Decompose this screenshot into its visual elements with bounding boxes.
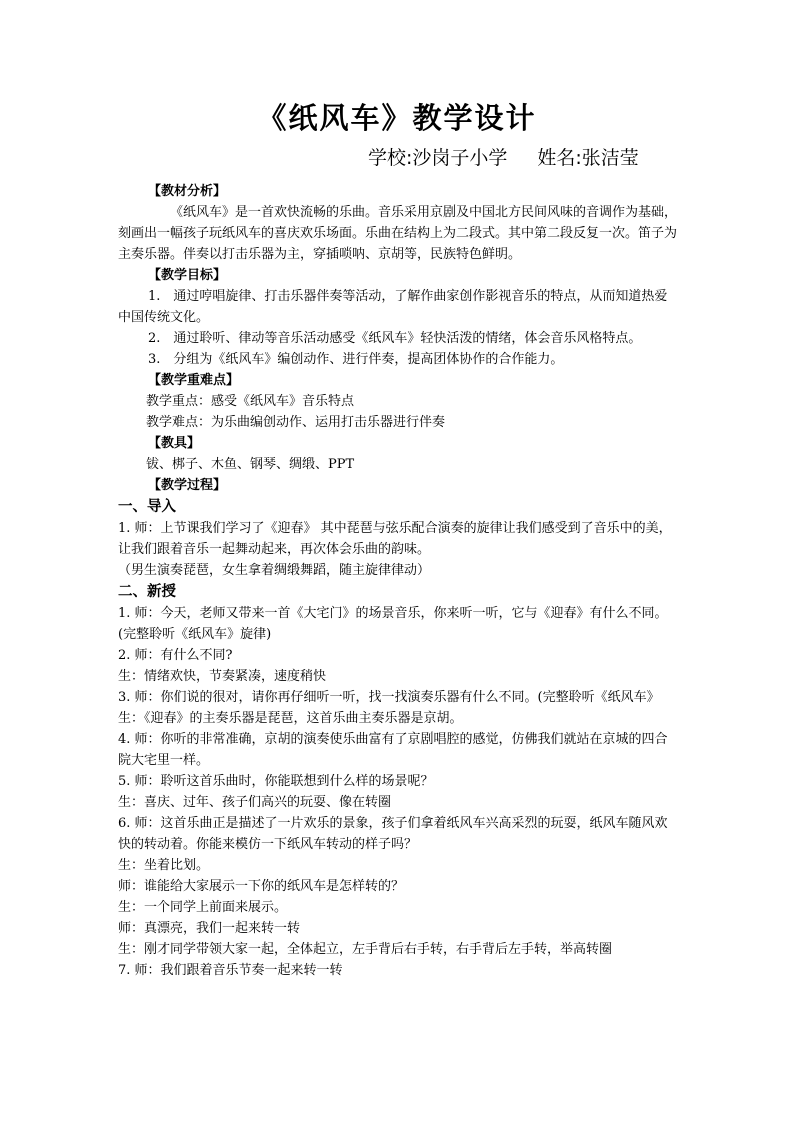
section-heading-key-points: 【教学重难点】 <box>148 373 240 388</box>
school-label: 学校:沙岗子小学 <box>368 147 508 169</box>
new-line: 生：情绪欢快，节奏紧凑，速度稍快 <box>118 669 327 684</box>
new-line: 师：真漂亮，我们一起来转一转 <box>118 921 301 936</box>
goal-item-1: 1. 通过哼唱旋律、打击乐器伴奏等活动，了解作曲家创作影视音乐的特点，从而知道热爱中国传统文化。 <box>118 289 668 325</box>
document-body <box>118 181 678 981</box>
new-line: 生：刚才同学带领大家一起，全体起立，左手背后右手转，右手背后左手转，举高转圈 <box>118 942 613 957</box>
goal-item-3: 3. 分组为《纸风车》编创动作、进行伴奏，提高团体协作的合作能力。 <box>148 352 564 367</box>
intro-paragraph-1: 1. 师：上节课我们学习了《迎春》 其中琵琶与弦乐配合演奏的旋律让我们感受到了音乐中的美，让我们跟着音乐一起舞动起来，再次体会乐曲的韵味。 <box>118 521 672 557</box>
new-line: 1. 师：今天，老师又带来一首《大宅门》的场景音乐，你来听一听，它与《迎春》有什么不同。(完整聆听《纸风车》旋律) <box>118 606 668 642</box>
new-line: 生：《迎春》的主奏乐器是琵琶，这首乐曲主奏乐器是京胡。 <box>118 711 463 726</box>
difficulty-point: 教学难点：为乐曲编创动作、运用打击乐器进行伴奏 <box>146 415 446 430</box>
new-line: 6. 师：这首乐曲正是描述了一片欢乐的景象，孩子们拿着纸风车兴高采烈的玩耍，纸风车随风欢快的转动着。你能来模仿一下纸风车转动的样子吗？ <box>118 816 668 852</box>
section-heading-analysis: 【教材分析】 <box>148 184 227 199</box>
new-line: 生：喜庆、过年、孩子们高兴的玩耍、像在转圈 <box>118 795 392 810</box>
section-heading-goals: 【教学目标】 <box>148 268 227 283</box>
intro-heading: 一、导入 <box>118 499 176 515</box>
key-point: 教学重点：感受《纸风车》音乐特点 <box>146 394 355 409</box>
goal-item-2: 2. 通过聆听、律动等音乐活动感受《纸风车》轻快活泼的情绪，体会音乐风格特点。 <box>148 331 642 346</box>
document-title: 《纸风车》教学设计 <box>257 101 537 135</box>
new-line: 4. 师：你听的非常准确，京胡的演奏使乐曲富有了京剧唱腔的感觉，仿佛我们就站在京城的四合院大宅里一样。 <box>118 732 668 768</box>
new-line: 生：一个同学上前面来展示。 <box>118 900 288 915</box>
new-line: 7. 师：我们跟着音乐节奏一起来转一转 <box>118 963 343 978</box>
section-heading-process: 【教学过程】 <box>148 478 227 493</box>
analysis-paragraph: 《纸风车》是一首欢快流畅的乐曲。音乐采用京剧及中国北方民间风味的音调作为基础，刻画出一幅孩子玩纸风车的喜庆欢乐场面。乐曲在结构上为二段式。其中第二段反复一次。笛子为主奏乐器。伴奏以打击乐器为主，穿插唢呐、京胡等，民族特色鲜明。 <box>118 205 678 262</box>
new-line: 2. 师：有什么不同? <box>118 648 233 663</box>
new-line: 5. 师：聆听这首乐曲时，你能联想到什么样的场景呢？ <box>118 774 434 789</box>
new-line: 师：谁能给大家展示一下你的纸风车是怎样转的？ <box>118 879 405 894</box>
new-line: 3. 师：你们说的很对，请你再仔细听一听，找一找演奏乐器有什么不同。(完整聆听《纸风车》 <box>118 690 660 705</box>
new-lesson-heading: 二、新授 <box>118 584 176 600</box>
intro-paragraph-2: （男生演奏琵琶，女生拿着绸缎舞蹈，随主旋律律动） <box>118 563 431 578</box>
section-heading-tools: 【教具】 <box>148 436 201 451</box>
author-byline <box>368 146 639 170</box>
author-name: 姓名:张洁莹 <box>537 147 639 169</box>
new-line: 生：坐着比划。 <box>118 858 210 873</box>
tools-list: 钹、梆子、木鱼、钢琴、绸缎、PPT <box>146 457 355 472</box>
